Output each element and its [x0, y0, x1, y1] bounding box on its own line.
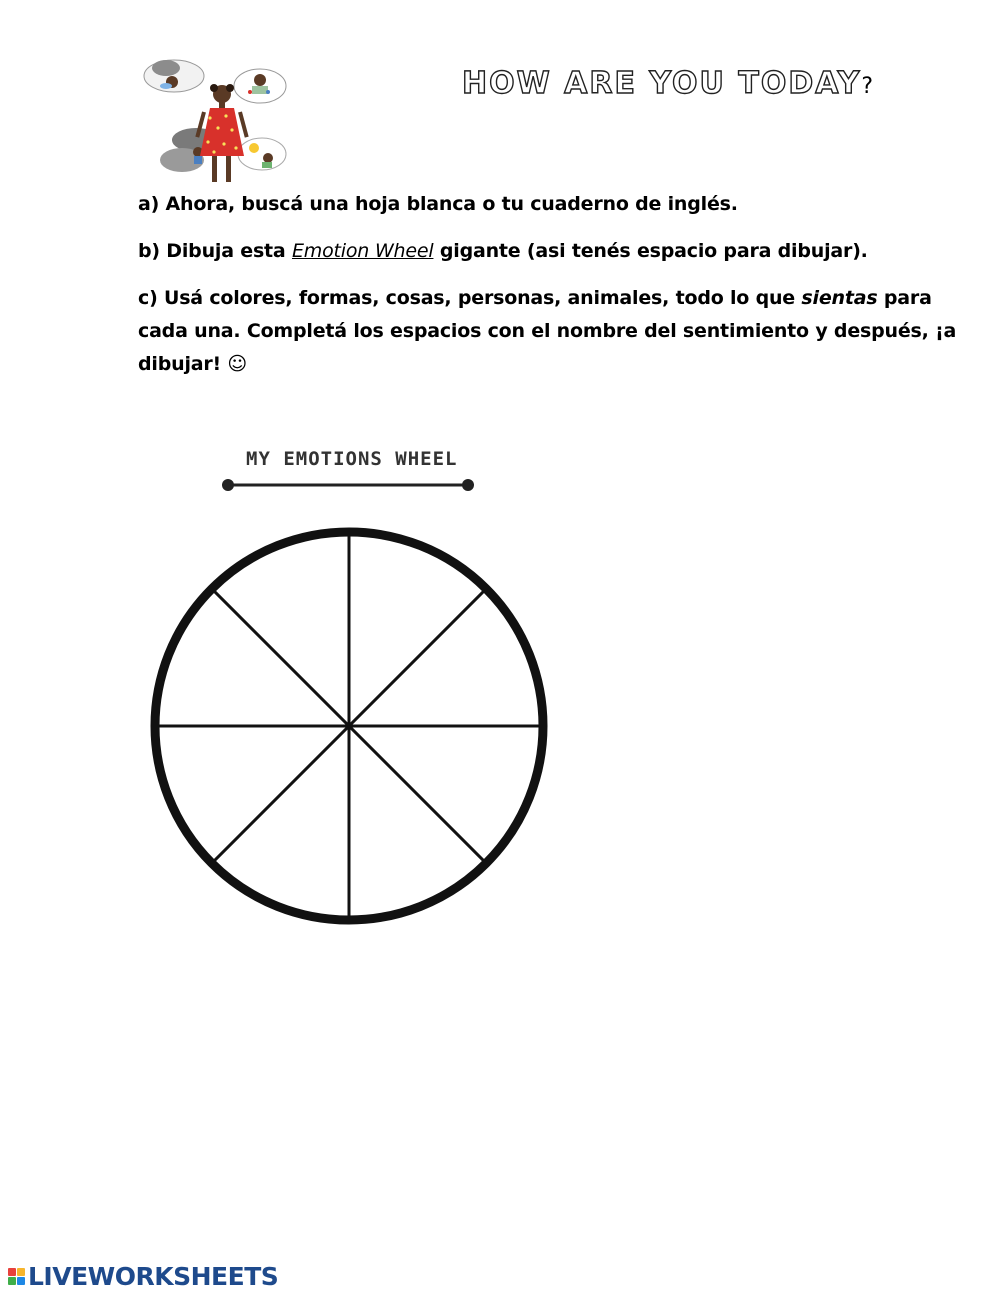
thought-cloud-top-right-icon	[234, 69, 286, 103]
instructions-block	[138, 188, 958, 395]
logo-block	[17, 1277, 25, 1285]
girl-emotions-illustration	[136, 56, 304, 188]
logo-blocks-icon	[8, 1268, 25, 1285]
instruction-b	[138, 235, 958, 268]
emotion-wheel	[140, 470, 560, 930]
title-question-mark: ?	[861, 74, 873, 99]
thought-cloud-top-left-icon	[144, 60, 204, 92]
instruction-b-prefix: b) Dibuja esta	[138, 240, 292, 262]
emotion-wheel-link: Emotion Wheel	[291, 240, 434, 262]
instruction-c	[138, 282, 958, 381]
logo-block	[8, 1277, 16, 1285]
wheel-title: MY EMOTIONS WHEEL	[246, 448, 458, 470]
instruction-c-emphasis: sientas	[801, 287, 878, 309]
liveworksheets-logo	[8, 1262, 278, 1291]
title-underline	[222, 479, 474, 491]
instruction-c-prefix: c) Usá colores, formas, cosas, personas, animales, todo lo que	[138, 287, 802, 309]
instruction-c-suffix: para cada una. Completá los espacios con el nombre del sentimiento y después, ¡a dibujar! ☺	[138, 287, 957, 375]
logo-block	[17, 1268, 25, 1276]
logo-text: LIVEWORKSHEETS	[28, 1262, 279, 1291]
title-text: HOW ARE YOU TODAY	[462, 66, 862, 101]
instruction-a: a) Ahora, buscá una hoja blanca o tu cuaderno de inglés.	[138, 193, 738, 215]
instruction-b-suffix: gigante (asi tenés espacio para dibujar).	[433, 240, 868, 262]
logo-block	[8, 1268, 16, 1276]
thought-cloud-bottom-right-icon	[238, 138, 286, 170]
page-title	[462, 66, 873, 101]
